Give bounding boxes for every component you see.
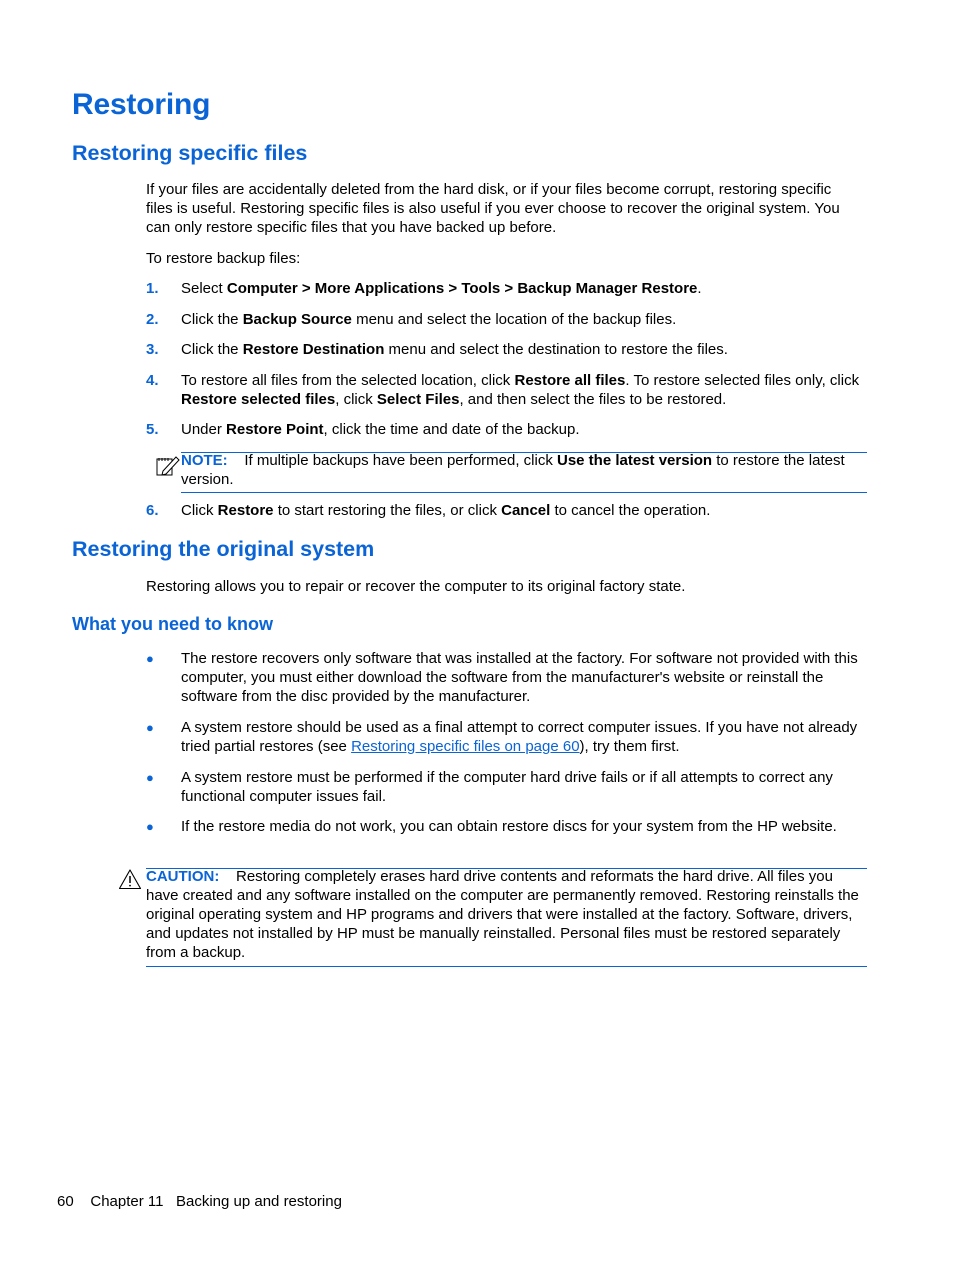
step-text: Click Restore to start restoring the files, or click Cancel to cancel the operation. (181, 502, 711, 519)
step-text: Under Restore Point, click the time and date of the backup. (181, 421, 580, 438)
section-heading-restoring-specific-files: Restoring specific files (72, 141, 308, 165)
note-label: NOTE: (181, 452, 228, 469)
step-number: 1. (146, 280, 159, 297)
step-text: Click the Backup Source menu and select the location of the backup files. (181, 311, 677, 328)
original-intro-paragraph: Restoring allows you to repair or recover the computer to its original factory state. (146, 578, 686, 595)
chapter-label: Chapter 11 (90, 1193, 164, 1210)
page-title: Restoring (72, 88, 211, 121)
subheading-what-you-need-to-know: What you need to know (72, 614, 273, 634)
bullet-dot-icon: ● (146, 770, 154, 785)
bullet-text: The restore recovers only software that was installed at the factory. For software not provided with this computer, you must either download the software from the manufacturer's website or reinstall the software from the disc provided by the manufacturer. (181, 650, 858, 705)
bullet-text: A system restore must be performed if the computer hard drive fails or if all attempts to correct any functional computer issues fail. (181, 769, 833, 805)
page-footer (57, 1192, 342, 1211)
note-text: NOTE: If multiple backups have been performed, click Use the latest version to restore the latest version. (181, 452, 845, 488)
bullet-dot-icon: ● (146, 720, 154, 735)
page-number: 60 (57, 1193, 74, 1210)
step-number: 2. (146, 311, 159, 328)
step-number: 3. (146, 341, 159, 358)
cross-reference-link[interactable]: Restoring specific files on page 60 (351, 738, 580, 755)
step-number: 4. (146, 372, 159, 389)
step-text: To restore all files from the selected location, click Restore all files. To restore selected files only, click Restore selected files, click Select Files, and then select the files to be restored. (181, 372, 860, 408)
bullet-dot-icon: ● (146, 819, 154, 834)
section-heading-restoring-original-system: Restoring the original system (72, 537, 375, 561)
bullet-text: If the restore media do not work, you can obtain restore discs for your system from the HP website. (181, 818, 837, 835)
caution-text: CAUTION: Restoring completely erases hard drive contents and reformats the hard drive. All files you have created and any software installed on the computer are permanently removed. Restoring reinstalls the original operating system and HP programs and drivers that were installed at the factory. Software, drivers, and updates not installed by HP must be manually reinstalled. Personal files must be restored separately from a backup. (146, 868, 859, 961)
note-pencil-icon (156, 454, 180, 476)
step-number: 5. (146, 421, 159, 438)
chapter-title: Backing up and restoring (175, 1193, 342, 1210)
caution-label: CAUTION: (146, 868, 220, 885)
step-text: Select Computer > More Applications > Tools > Backup Manager Restore. (181, 280, 702, 297)
bullet-dot-icon: ● (146, 651, 154, 666)
step-text: Click the Restore Destination menu and select the destination to restore the files. (181, 341, 728, 358)
bullet-text: A system restore should be used as a final attempt to correct computer issues. If you have not already tried partial restores (see Restoring specific files on page 60), try them first. (181, 719, 858, 755)
caution-triangle-icon (118, 868, 142, 890)
intro-paragraph: If your files are accidentally deleted from the hard disk, or if your files become corrupt, restoring specific files is useful. Restoring specific files is also useful if you ever choose to recover the original system. You can only restore specific files that you have backed up before. (146, 181, 840, 236)
step-number: 6. (146, 502, 159, 519)
lead-paragraph: To restore backup files: (146, 250, 301, 267)
